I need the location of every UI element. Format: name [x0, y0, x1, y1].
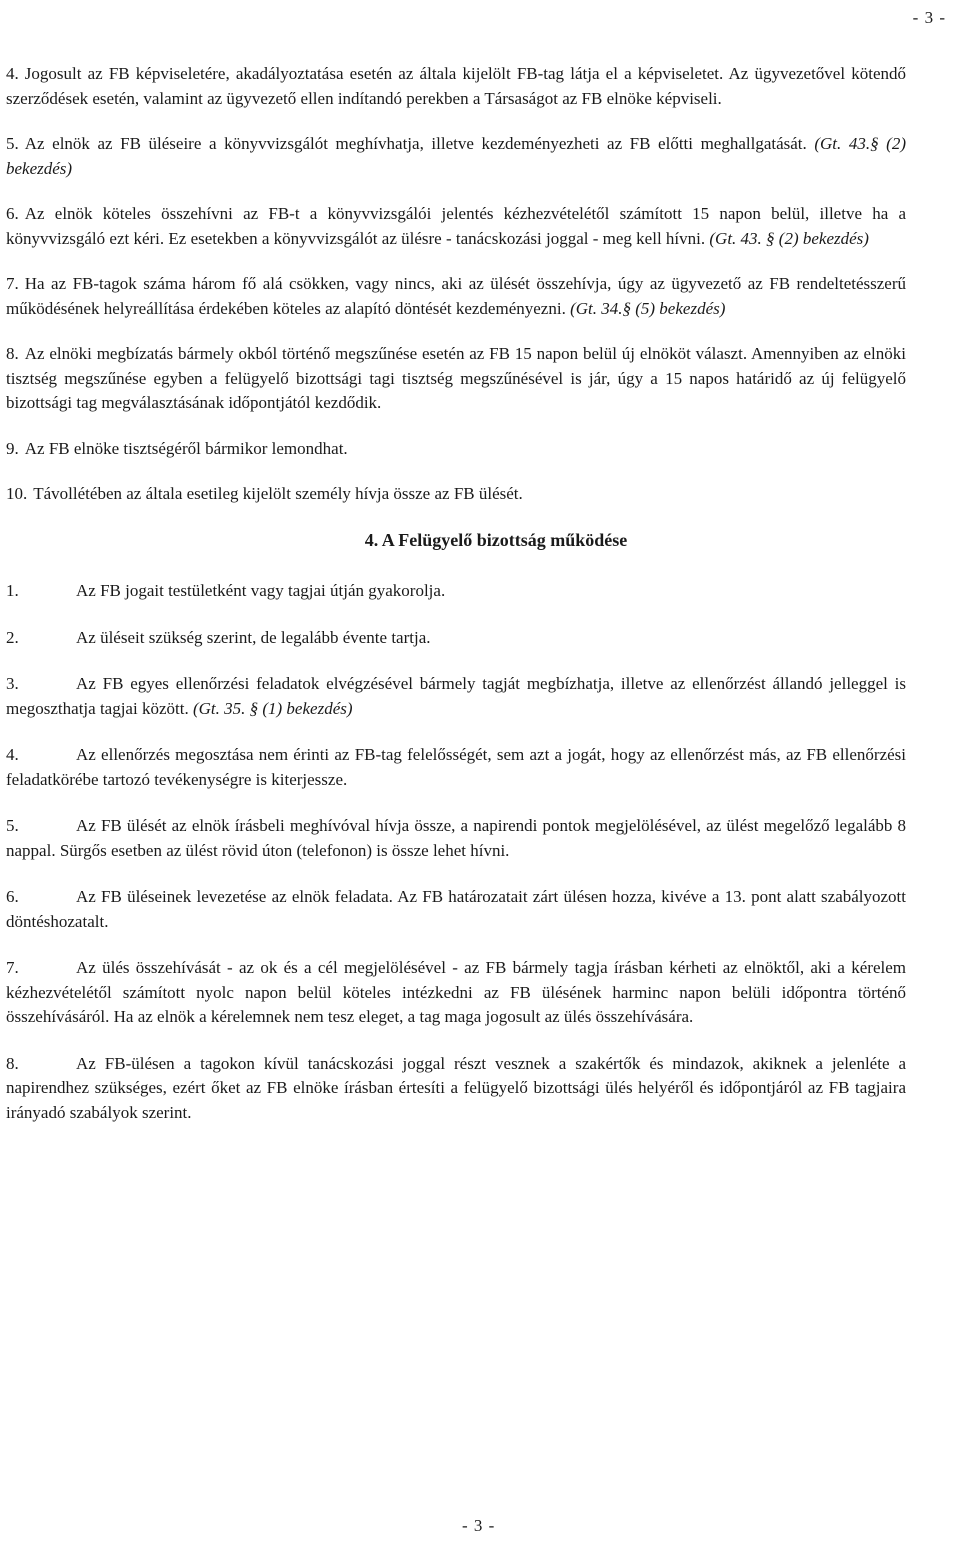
paragraph-number: 5.: [6, 816, 19, 835]
section-4-paragraph: [6, 1052, 906, 1126]
page-number-bottom: - 3 -: [462, 1516, 496, 1535]
paragraph-number: 4.: [6, 745, 19, 764]
paragraph-number: 9.: [6, 438, 19, 458]
section-4-paragraph: [6, 743, 906, 792]
section-4-paragraph: [6, 579, 906, 604]
paragraph-number: 5.: [6, 134, 19, 153]
legal-reference: (Gt. 35. § (1) bekezdés): [192, 698, 353, 718]
paragraph-text: Jogosult az FB képviseletére, akadályoztatása esetén az általa kijelölt FB-tag látja el a képviseletet. Az ügyvezetővel kötendő szerződések esetén, valamint az ügyvezető ellen indítandó perekben a Társaságot az FB elnöke képviseli.: [6, 64, 906, 108]
paragraph-text: Az FB jogait testületként vagy tagjai útján gyakorolja.: [76, 581, 446, 600]
paragraph-text: Az ülés összehívását - az ok és a cél megjelölésével - az FB bármely tagja írásban kérheti az elnöktől, aki a kérelem kézhezvételétől számított nyolc napon belül köteles intézkedni az FB ülésének harminc napon belüli időpontra történő összehívásáról. Ha az elnök a kérelemnek nem tesz eleget, a tag maga jogosult az ülés összehívására.: [6, 958, 906, 1026]
legal-reference: (Gt. 43.§ (2) bekezdés): [6, 134, 906, 178]
section-4-paragraph: [6, 814, 906, 863]
section-3-paragraph: [6, 437, 906, 462]
paragraph-text: Az FB ülését az elnök írásbeli meghívóval hívja össze, a napirendi pontok megjelölésével, az ülést megelőző legalább 8 nappal. Sürgős esetben az ülést rövid úton (telefonon) is össze lehet hívni.: [6, 816, 906, 860]
section-title: 4. A Felügyelő bizottság működése: [364, 529, 628, 550]
paragraph-number: 7.: [6, 274, 19, 293]
paragraph-number: 8.: [6, 344, 19, 363]
paragraph-text: Az FB elnöke tisztségéről bármikor lemondhat.: [24, 438, 348, 458]
section-4-paragraph: [6, 672, 906, 721]
legal-reference: (Gt. 43. § (2) bekezdés): [709, 228, 869, 248]
section-4-paragraphs: [6, 579, 906, 1125]
section-3-paragraph: [6, 482, 906, 507]
paragraph-number: 7.: [6, 958, 19, 977]
paragraph-number: 3.: [6, 674, 19, 693]
paragraph-text: Az FB üléseinek levezetése az elnök feladata. Az FB határozatait zárt ülésen hozza, kivéve a 13. pont alatt szabályozott döntéshozatalt.: [6, 887, 906, 931]
section-4-paragraph: [6, 626, 906, 651]
page-number-top: - 3 -: [912, 8, 946, 27]
paragraph-number: 2.: [6, 627, 19, 647]
document-body: [6, 62, 906, 1147]
paragraph-text: Az elnöki megbízatás bármely okból történő megszűnése esetén az FB 15 napon belül új elnököt választ. Amennyiben az elnöki tisztség megszűnése egyben a felügyelő bizottsági tagi tisztség megszűnésével is jár, úgy a 15 napos határidő az új felügyelő bizottsági tag megválasztásának időpontjától kezdődik.: [6, 344, 906, 412]
section-3-paragraph: [6, 342, 906, 416]
paragraph-text: Az elnök az FB üléseire a könyvvizsgálót meghívhatja, illetve kezdeményezheti az FB előtti meghallgatását.: [24, 134, 807, 153]
paragraph-number: 1.: [6, 581, 19, 600]
section-4-paragraph: [6, 956, 906, 1030]
paragraph-text: Az FB-ülésen a tagokon kívül tanácskozási joggal részt vesznek a szakértők és mindazok, akiknek a jelenléte a napirendhez szükséges, ezért őket az FB elnöke írásban értesíti a felügyelő bizottsági ülés helyéről és időpontjáról az FB tagjaira irányadó szabályok szerint.: [6, 1053, 906, 1122]
paragraph-number: 8.: [6, 1053, 19, 1073]
legal-reference: (Gt. 34.§ (5) bekezdés): [570, 298, 726, 318]
section-3-paragraph: [6, 62, 906, 111]
paragraph-text: Az elnök köteles összehívni az FB-t a könyvvizsgálói jelentés kézhezvételétől számított 15 napon belül, illetve ha a könyvvizsgáló ezt kéri. Ez esetekben a könyvvizsgálót az ülésre - tanácskozási joggal - meg kell hívni.: [6, 204, 906, 248]
paragraph-text: Az ellenőrzés megosztása nem érinti az FB-tag felelősségét, sem azt a jogát, hogy az ellenőrzést más, az FB ellenőrzési feladatkörébe tartozó tevékenységre is kiterjessze.: [6, 745, 906, 789]
paragraph-number: 10.: [6, 484, 28, 503]
section-3-paragraph: [6, 272, 906, 321]
paragraph-text: Az FB egyes ellenőrzési feladatok elvégzésével bármely tagját megbízhatja, illetve az ellenőrzést állandó jelleggel is megoszthatja tagjai között.: [6, 674, 906, 718]
section-4-paragraph: [6, 885, 906, 934]
paragraph-text: Az üléseit szükség szerint, de legalább évente tartja.: [76, 627, 431, 647]
paragraph-number: 4.: [6, 64, 19, 83]
paragraph-text: Ha az FB-tagok száma három fő alá csökken, vagy nincs, aki az ülését összehívja, úgy az ügyvezető az FB rendeltetésszerű működésének helyreállítása érdekében köteles az alapító döntését kezdeményezni.: [6, 274, 906, 318]
paragraph-text: Távollétében az általa esetileg kijelölt személy hívja össze az FB ülését.: [33, 484, 523, 503]
paragraph-number: 6.: [6, 204, 19, 223]
section-3-paragraph: [6, 202, 906, 251]
section-3-paragraphs: [6, 62, 906, 507]
section-3-paragraph: [6, 132, 906, 181]
paragraph-number: 6.: [6, 887, 19, 906]
